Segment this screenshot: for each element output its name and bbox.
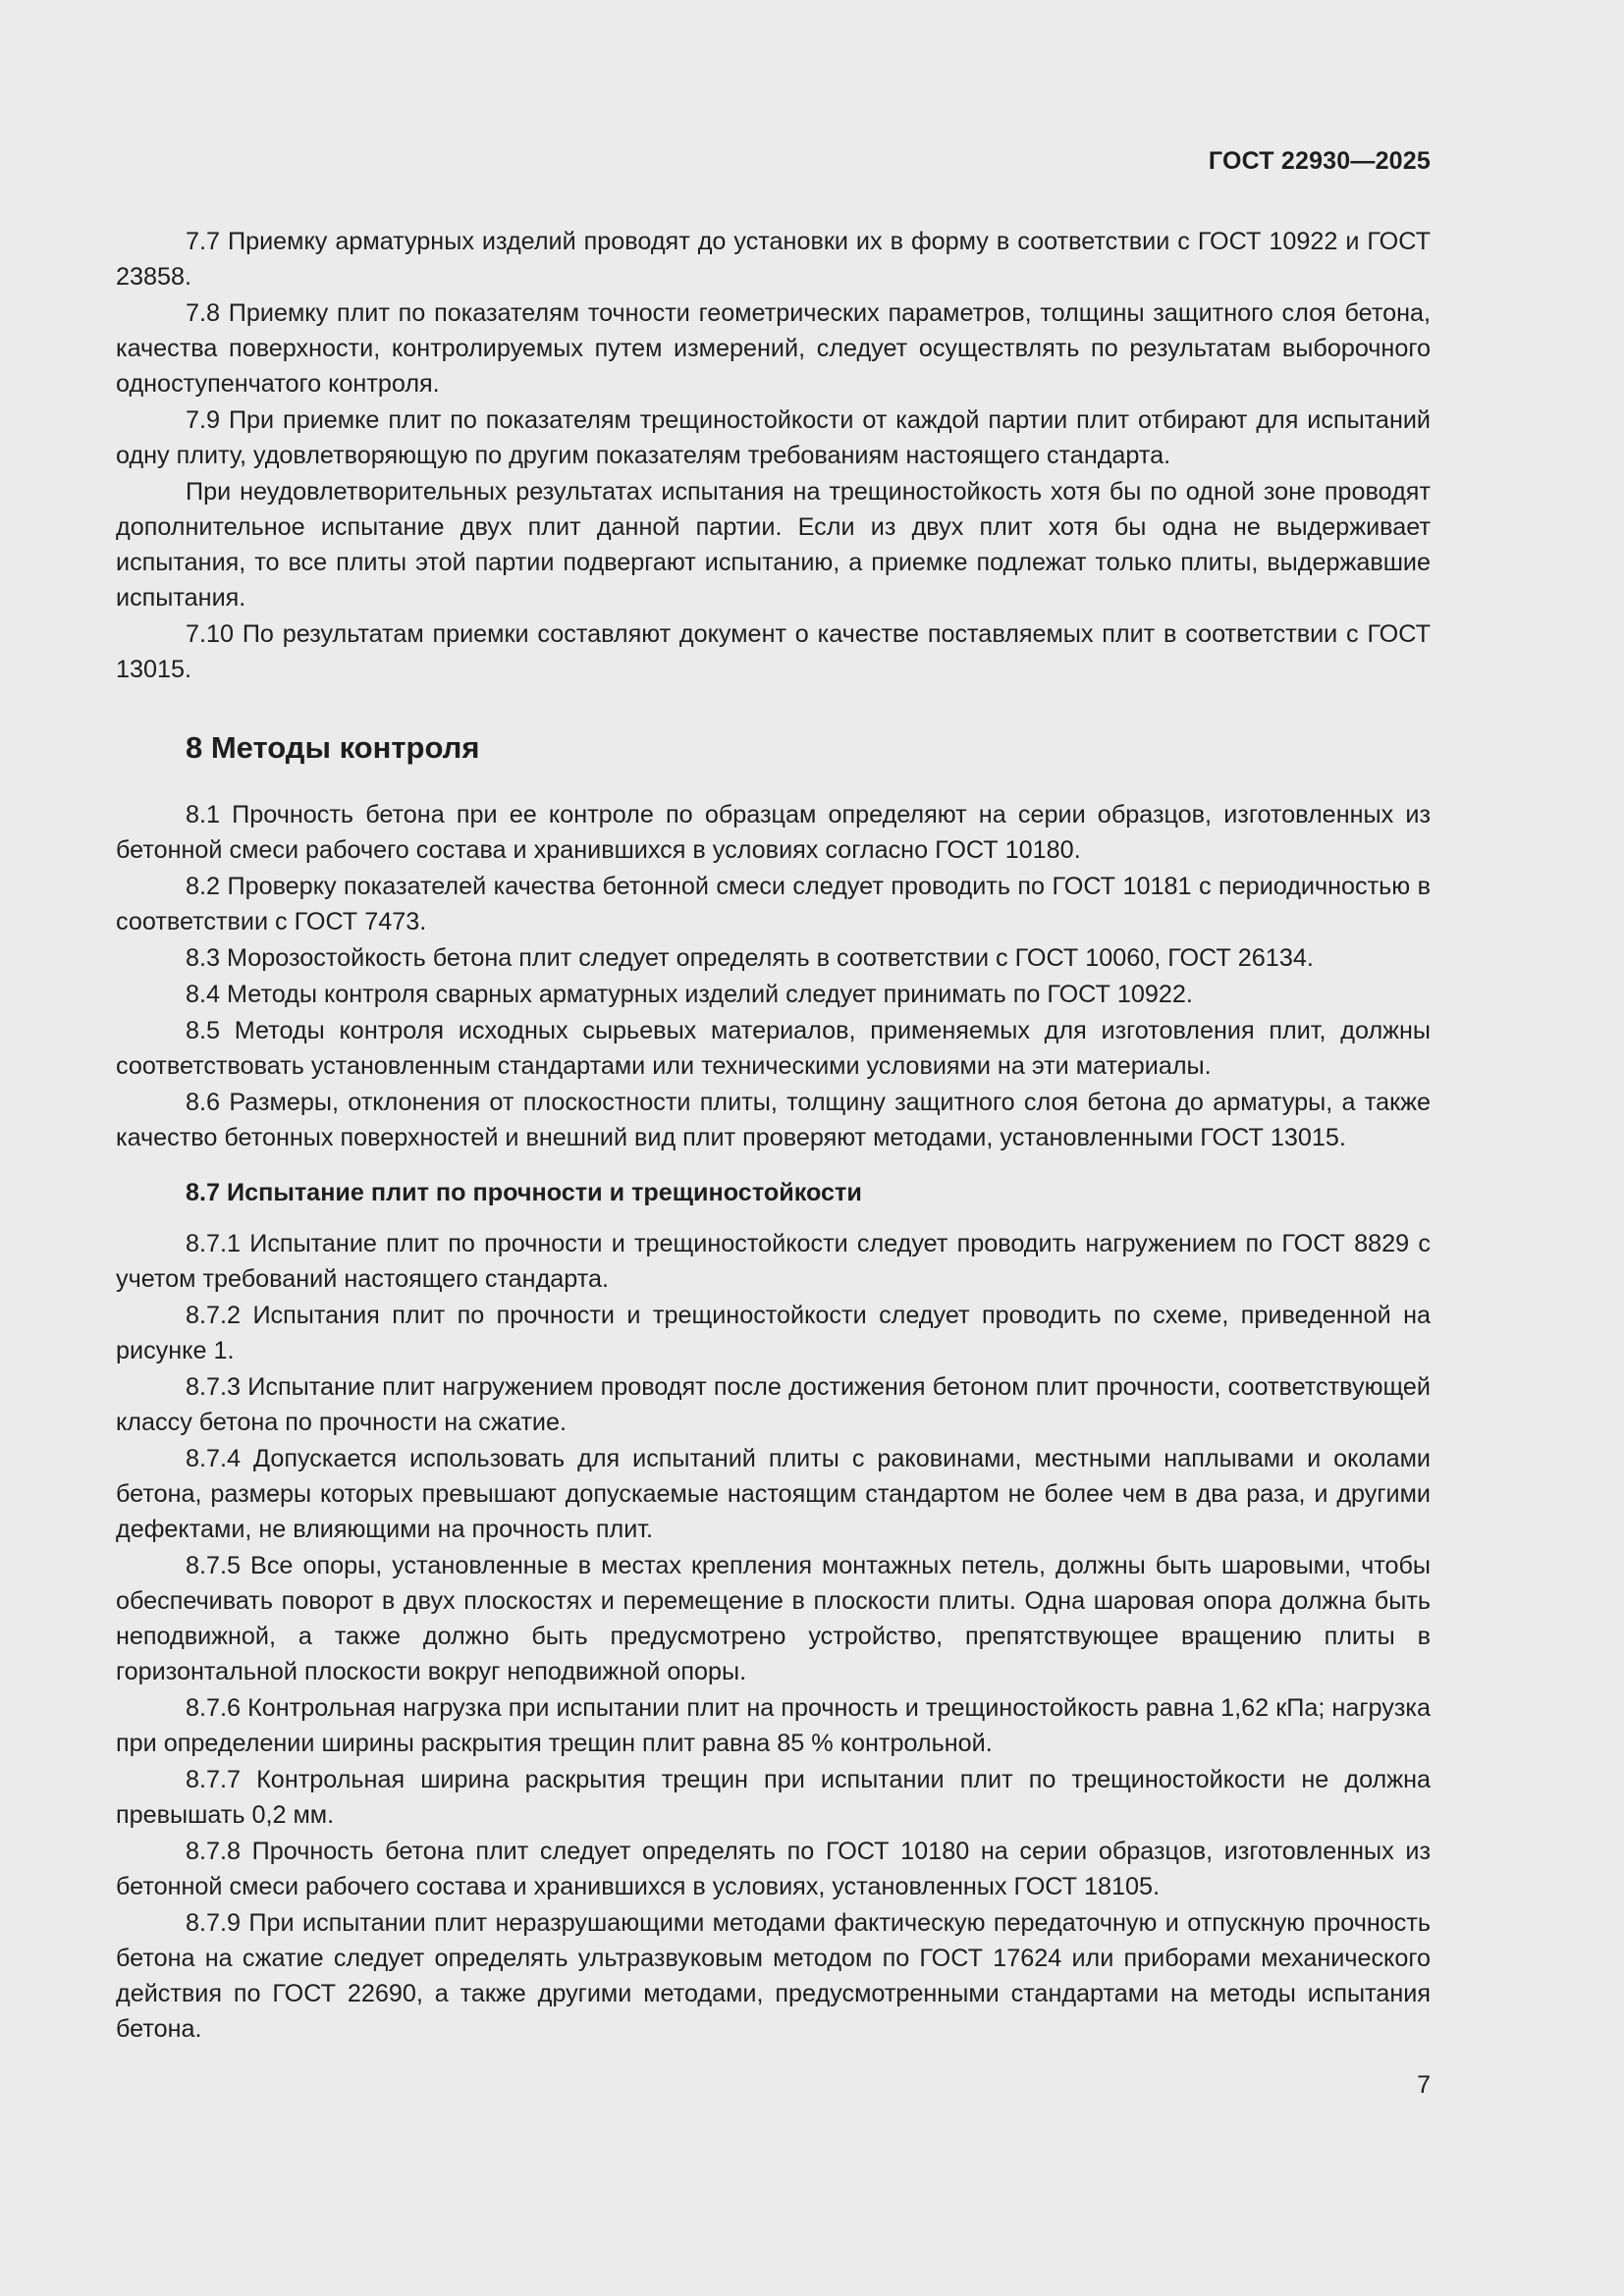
page-number: 7: [1417, 2071, 1431, 2099]
document-body: [116, 224, 1431, 2047]
paragraph-8-7-9: 8.7.9 При испытании плит неразрушающими методами фактическую передаточную и отпускную прочность бетона на сжатие следует определять ультразвуковым методом по ГОСТ 17624 или приборами механического действия по ГОСТ 22690, а также другими методами, предусмотренными стандартами на методы испытания бетона.: [116, 1909, 1431, 2043]
paragraph-7-9: 7.9 При приемке плит по показателям трещиностойкости от каждой партии плит отбирают для испытаний одну плиту, удовлетворяющую по другим показателям требованиям настоящего стандарта.: [116, 406, 1431, 469]
paragraph-8-7-3: 8.7.3 Испытание плит нагружением проводят после достижения бетоном плит прочности, соответствующей классу бетона по прочности на сжатие.: [116, 1373, 1431, 1436]
paragraph-8-7-4: 8.7.4 Допускается использовать для испытаний плиты с раковинами, местными наплывами и околами бетона, размеры которых превышают допускаемые настоящим стандартом не более чем в два раза, и другими дефектами, не влияющими на прочность плит.: [116, 1445, 1431, 1543]
paragraph-7-7: 7.7 Приемку арматурных изделий проводят до установки их в форму в соответствии с ГОСТ 10922 и ГОСТ 23858.: [116, 228, 1431, 291]
paragraph-8-7-1: 8.7.1 Испытание плит по прочности и трещиностойкости следует проводить нагружением по ГОСТ 8829 с учетом требований настоящего стандарта.: [116, 1230, 1431, 1293]
section-heading-8: 8 Методы контроля: [186, 730, 480, 765]
paragraph-8-7-2: 8.7.2 Испытания плит по прочности и трещиностойкости следует проводить по схеме, приведенной на рисунке 1.: [116, 1302, 1431, 1364]
paragraph-8-7-5: 8.7.5 Все опоры, установленные в местах крепления монтажных петель, должны быть шаровыми, чтобы обеспечивать поворот в двух плоскостях и перемещение в плоскости плиты. Одна шаровая опора должна быть неподвижной, а также должно быть предусмотрено устройство, препятствующее вращению плиты в горизонтальной плоскости вокруг неподвижной опоры.: [116, 1552, 1431, 1685]
paragraph-8-2: 8.2 Проверку показателей качества бетонной смеси следует проводить по ГОСТ 10181 с периодичностью в соответствии с ГОСТ 7473.: [116, 873, 1431, 935]
paragraph-8-3: 8.3 Морозостойкость бетона плит следует определять в соответствии с ГОСТ 10060, ГОСТ 26134.: [186, 944, 1314, 972]
standard-code-header: ГОСТ 22930—2025: [1208, 147, 1431, 175]
paragraph-8-1: 8.1 Прочность бетона при ее контроле по образцам определяют на серии образцов, изготовленных из бетонной смеси рабочего состава и хранившихся в условиях согласно ГОСТ 10180.: [116, 801, 1431, 864]
subsection-heading-8-7: 8.7 Испытание плит по прочности и трещиностойкости: [186, 1179, 862, 1206]
paragraph-8-7-7: 8.7.7 Контрольная ширина раскрытия трещин при испытании плит по трещиностойкости не должна превышать 0,2 мм.: [116, 1766, 1431, 1829]
paragraph-8-5: 8.5 Методы контроля исходных сырьевых материалов, применяемых для изготовления плит, должны соответствовать установленным стандартами или техническими условиями на эти материалы.: [116, 1017, 1431, 1080]
paragraph-8-7-6: 8.7.6 Контрольная нагрузка при испытании плит на прочность и трещиностойкость равна 1,62 кПа; нагрузка при определении ширины раскрытия трещин плит равна 85 % контрольной.: [116, 1694, 1431, 1757]
paragraph-8-7-8: 8.7.8 Прочность бетона плит следует определять по ГОСТ 10180 на серии образцов, изготовленных из бетонной смеси рабочего состава и хранившихся в условиях, установленных ГОСТ 18105.: [116, 1838, 1431, 1900]
paragraph-8-4: 8.4 Методы контроля сварных арматурных изделий следует принимать по ГОСТ 10922.: [186, 981, 1193, 1008]
paragraph-7-8: 7.8 Приемку плит по показателям точности геометрических параметров, толщины защитного слоя бетона, качества поверхности, контролируемых путем измерений, следует осуществлять по результатам выборочного одноступенчатого контроля.: [116, 299, 1431, 398]
paragraph-8-6: 8.6 Размеры, отклонения от плоскостности плиты, толщину защитного слоя бетона до арматуры, а также качество бетонных поверхностей и внешний вид плит проверяют методами, установленными ГОСТ 13015.: [116, 1089, 1431, 1151]
paragraph-7-10: 7.10 По результатам приемки составляют документ о качестве поставляемых плит в соответствии с ГОСТ 13015.: [116, 620, 1431, 683]
paragraph-7-9-continued: При неудовлетворительных результатах испытания на трещиностойкость хотя бы по одной зоне проводят дополнительное испытание двух плит данной партии. Если из двух плит хотя бы одна не выдерживает испытания, то все плиты этой партии подвергают испытанию, а приемке подлежат только плиты, выдержавшие испытания.: [116, 478, 1431, 612]
